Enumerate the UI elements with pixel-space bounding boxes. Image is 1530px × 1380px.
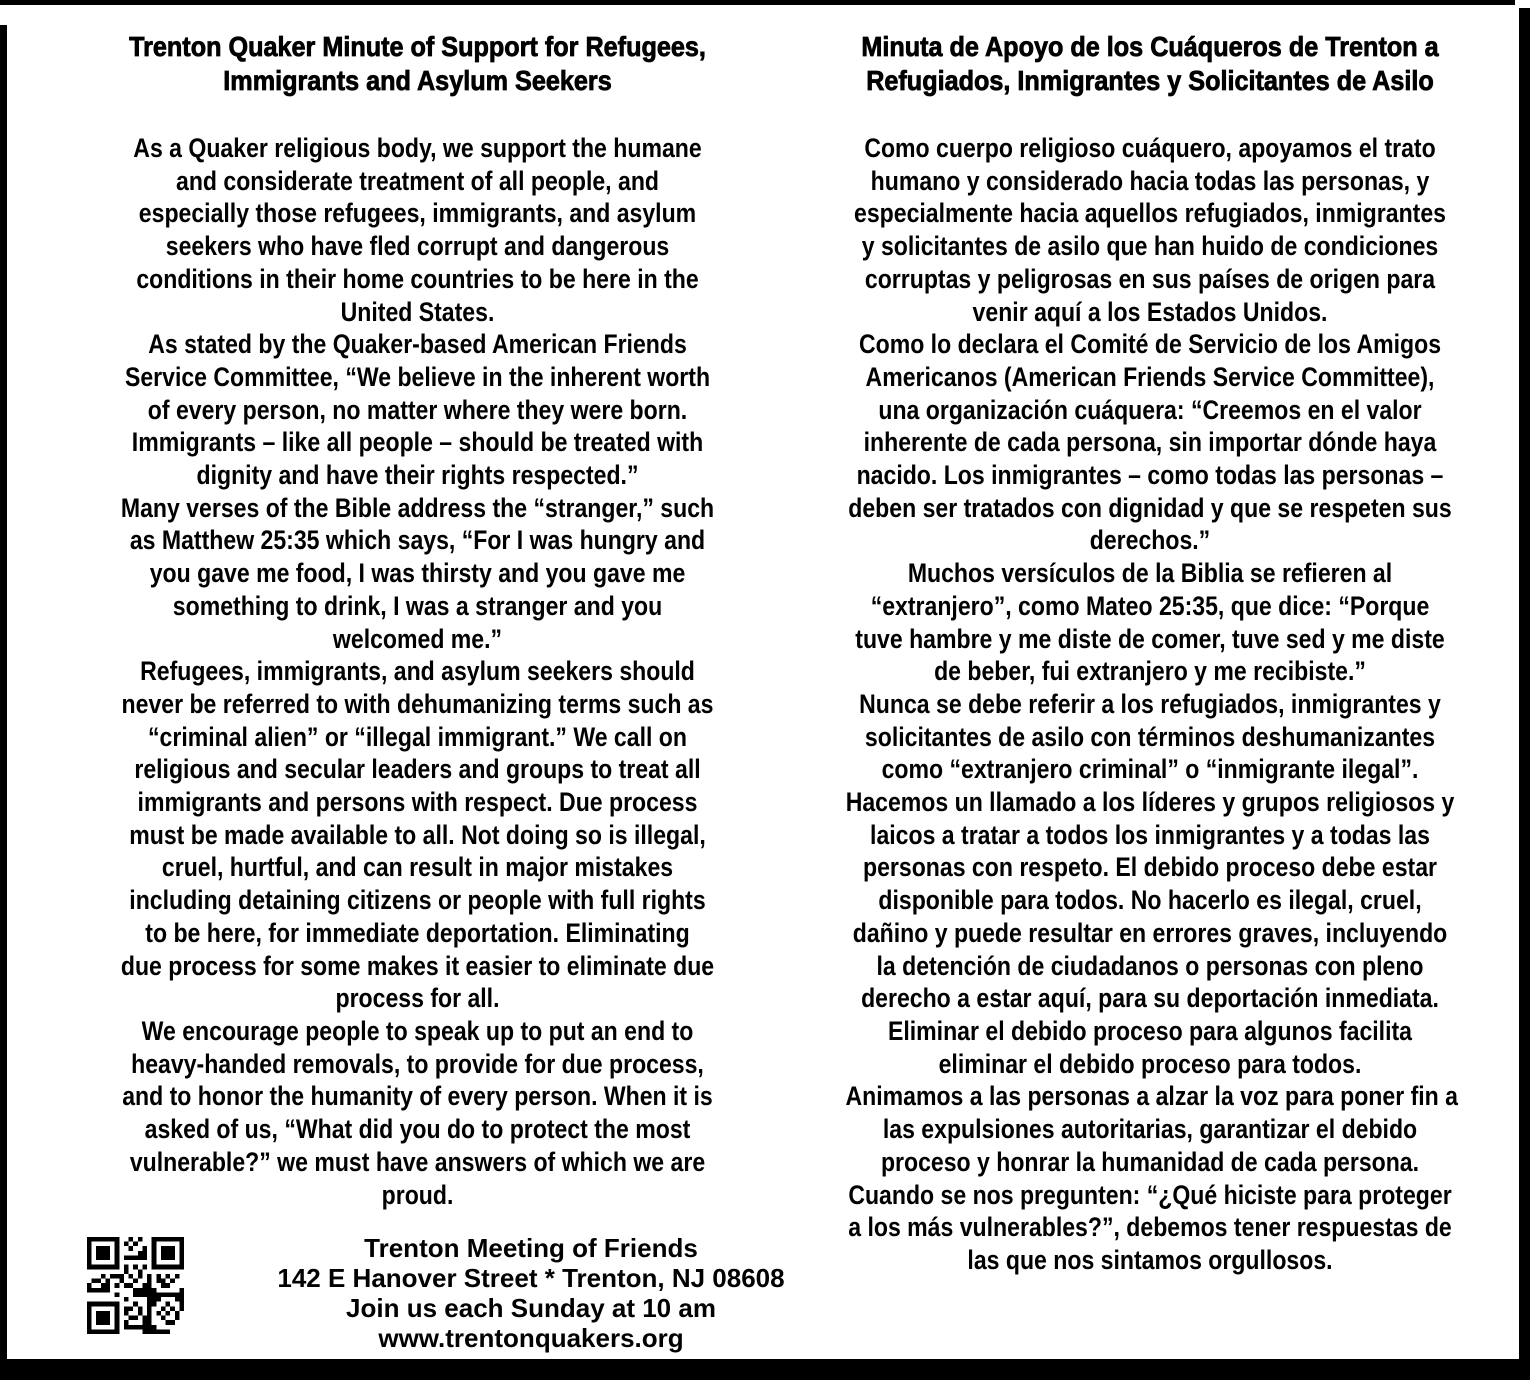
spanish-body-line: derechos.” [1089,525,1211,556]
english-body-line: seekers who have fled corrupt and dangerous [165,231,670,262]
spanish-body-line: las expulsiones autoritarias, garantizar el debido [882,1114,1418,1145]
contact-info-line: Join us each Sunday at 10 am [346,1293,716,1323]
english-body-line: conditions in their home countries to be here in the [136,263,699,294]
english-column [75,30,760,1211]
contact-info-block [215,1233,847,1353]
spanish-body-line: personas con respeto. El debido proceso debe estar [863,852,1437,883]
qr-code-image [87,1237,184,1334]
page-border-right [1519,8,1530,1380]
spanish-body-line: Americanos (American Friends Service Committee), [865,361,1435,392]
spanish-body-line: como “extranjero criminal” o “inmigrante ilegal”. [881,754,1419,785]
english-title-line: Trenton Quaker Minute of Support for Refugees, [129,31,706,62]
spanish-body-line: nacido. Los inmigrantes – como todas las personas – [856,460,1444,491]
spanish-body-line: proceso y honrar la humanidad de cada persona. [880,1146,1420,1177]
spanish-body-line: Cuando se nos pregunten: “¿Qué hiciste para proteger [848,1179,1452,1210]
spanish-body-line: las que nos sintamos orgullosos. [967,1244,1333,1275]
spanish-column [800,30,1500,1277]
spanish-body-line: corruptas y peligrosas en sus países de origen para [864,263,1436,294]
english-body-line: Immigrants – like all people – should be treated with [131,427,704,458]
spanish-body-line: solicitantes de asilo con términos deshumanizantes [864,721,1436,752]
english-body-line: and considerate treatment of all people, and [176,165,659,196]
spanish-body-line: inherente de cada persona, sin importar dónde haya [863,427,1437,458]
spanish-body-line: “extranjero”, como Mateo 25:35, que dice: “Porque [870,590,1430,621]
spanish-body-line: dañino y puede resultar en errores graves, incluyendo [852,917,1448,948]
spanish-body-line: tuve hambre y me diste de comer, tuve sed y me diste [855,623,1445,654]
page-border-left [0,25,7,1360]
english-body-line: as Matthew 25:35 which says, “For I was hungry and [129,525,706,556]
spanish-title [800,30,1500,98]
english-body-line: vulnerable?” we must have answers of which we are [129,1146,706,1177]
contact-info-line: 142 E Hanover Street * Trenton, NJ 08608 [277,1263,785,1293]
spanish-body-line: venir aquí a los Estados Unidos. [972,296,1328,327]
spanish-body-line: de beber, fui extranjero y me recibiste.” [934,656,1366,687]
english-body-line: of every person, no matter where they were born. [147,394,688,425]
spanish-body-line: disponible para todos. No hacerlo es ilegal, cruel, [878,885,1422,916]
spanish-body-line: Animamos a las personas a alzar la voz para poner fin a [845,1081,1458,1112]
english-body-line: Refugees, immigrants, and asylum seekers should [140,656,695,687]
english-body-line: never be referred to with dehumanizing terms such as [121,688,714,719]
english-body-line: to be here, for immediate deportation. Eliminating [145,917,690,948]
english-body-line: and to honor the humanity of every person. When it is [122,1081,713,1112]
spanish-body-line: laicos a tratar a todos los inmigrantes y a todas las [870,819,1430,850]
spanish-body-line: una organización cuáquera: “Creemos en el valor [878,394,1422,425]
spanish-body-line: a los más vulnerables?”, debemos tener respuestas de [848,1212,1452,1243]
english-body [75,132,760,1211]
page-border-bottom [0,1359,1530,1380]
qr-code [87,1237,184,1334]
english-body-line: “criminal alien” or “illegal immigrant.” We call on [148,721,687,752]
spanish-body-line: Como cuerpo religioso cuáquero, apoyamos el trato [864,133,1436,163]
spanish-body-line: Muchos versículos de la Biblia se refieren al [907,558,1393,589]
spanish-body-line: especialmente hacia aquellos refugiados, inmigrantes [854,198,1446,229]
spanish-body-line: Hacemos un llamado a los líderes y grupos religiosos y [845,787,1455,818]
english-title [75,30,760,98]
contact-info-line: www.trentonquakers.org [378,1323,684,1353]
page-border-top [0,0,1515,5]
spanish-body-line: Eliminar el debido proceso para algunos facilita [887,1015,1412,1046]
spanish-body-line: derecho a estar aquí, para su deportación inmediata. [861,983,1439,1014]
english-body-line: you gave me food, I was thirsty and you gave me [149,558,686,589]
spanish-title-line: Refugiados, Inmigrantes y Solicitantes de Asilo [866,65,1434,96]
english-body-line: As a Quaker religious body, we support the humane [133,133,702,163]
english-body-line: immigrants and persons with respect. Due process [137,787,698,818]
english-body-line: United States. [340,296,495,327]
spanish-body-line: deben ser tratados con dignidad y que se respeten sus [848,492,1452,523]
english-body-line: must be made available to all. Not doing so is illegal, [129,819,706,850]
english-body-line: asked of us, “What did you do to protect the most [144,1114,691,1145]
english-body-line: We encourage people to speak up to put an end to [141,1015,694,1046]
spanish-body-line: Como lo declara el Comité de Servicio de los Amigos [858,329,1442,360]
spanish-title-line: Minuta de Apoyo de los Cuáqueros de Trenton a [861,31,1439,62]
english-body-line: cruel, hurtful, and can result in major mistakes [161,852,674,883]
spanish-body-line: y solicitantes de asilo que han huido de condiciones [861,231,1439,262]
english-body-line: welcomed me.” [332,623,503,654]
english-body-line: Service Committee, “We believe in the inherent worth [124,361,711,392]
english-body-line: Many verses of the Bible address the “stranger,” such [120,492,715,523]
spanish-body-line: Nunca se debe referir a los refugiados, inmigrantes y [859,688,1441,719]
english-body-line: especially those refugees, immigrants, and asylum [138,198,697,229]
english-body-line: including detaining citizens or people with full rights [129,885,706,916]
english-body-line: religious and secular leaders and groups to treat all [134,754,701,785]
english-body-line: heavy-handed removals, to provide for due process, [131,1048,704,1079]
contact-info-line: Trenton Meeting of Friends [364,1233,698,1263]
english-body-line: something to drink, I was a stranger and you [172,590,663,621]
english-body-line: proud. [381,1179,454,1210]
english-body-line: dignity and have their rights respected.” [196,460,639,491]
spanish-body [800,132,1500,1277]
english-body-line: As stated by the Quaker-based American Friends [148,329,687,360]
english-body-line: process for all. [335,983,500,1014]
spanish-body-line: eliminar el debido proceso para todos. [938,1048,1362,1079]
spanish-body-line: humano y considerado hacia todas las personas, y [870,165,1430,196]
english-body-line: due process for some makes it easier to eliminate due [120,950,715,981]
spanish-body-line: la detención de ciudadanos o personas con pleno [876,950,1424,981]
english-title-line: Immigrants and Asylum Seekers [223,65,612,96]
